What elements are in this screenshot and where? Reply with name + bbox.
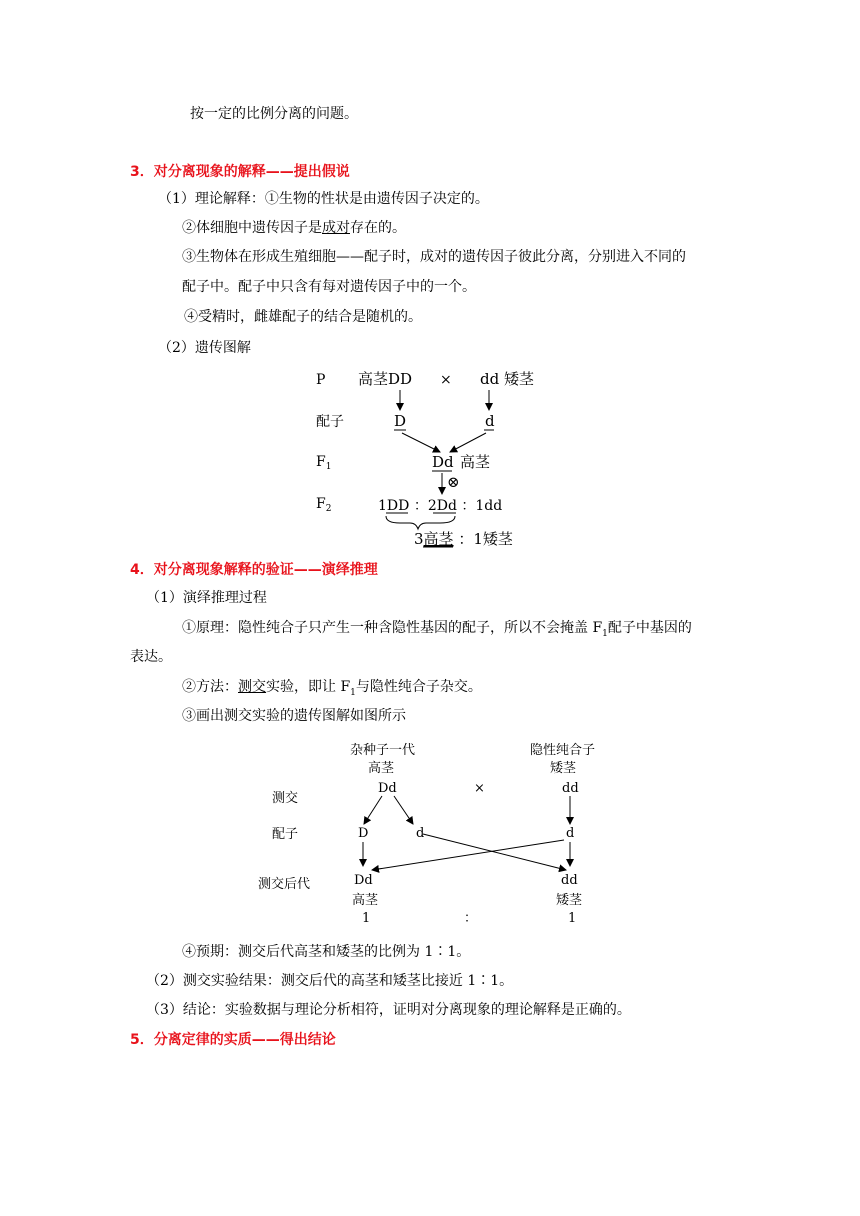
offspring2-phenotype: 矮茎 xyxy=(556,893,583,908)
row-label-gamete: 配子 xyxy=(316,414,344,430)
testcross-result: （2）测交实验结果：测交后代的高茎和矮茎比接近 1∶1。 xyxy=(146,973,514,989)
gamete-D: D xyxy=(394,412,407,430)
testcross-diagram xyxy=(250,736,630,932)
prediction-text: ④预期：测交后代高茎和矮茎的比例为 1∶1。 xyxy=(182,944,471,960)
theory-explanation-3-cont: 配子中。配子中只含有每对遗传因子中的一个。 xyxy=(182,279,476,295)
text-part: ②方法： xyxy=(182,679,238,695)
text-part: ②体细胞中遗传因子是 xyxy=(182,220,322,236)
parent1-line2: 高茎 xyxy=(368,761,395,776)
offspring1-phenotype: 高茎 xyxy=(352,893,379,908)
principle-text xyxy=(182,618,692,644)
conclusion-text: （3）结论：实验数据与理论分析相符，证明对分离现象的理论解释是正确的。 xyxy=(146,1002,631,1018)
genetic-diagram-label: （2）遗传图解 xyxy=(158,340,251,356)
section-3-heading: 3．对分离现象的解释——提出假说 xyxy=(130,164,350,180)
ratio-separator: ： xyxy=(464,911,478,926)
genetic-diagram-1 xyxy=(300,360,560,552)
row-label-offspring: 测交后代 xyxy=(258,877,311,892)
theory-explanation-3: ③生物体在形成生殖细胞——配子时，成对的遗传因子彼此分离，分别进入不同的 xyxy=(182,249,686,265)
subscript: 1 xyxy=(350,687,356,698)
underlined-term: 测交 xyxy=(238,679,266,695)
row-label-gamete: 配子 xyxy=(272,827,299,842)
selfing-symbol: ⊗ xyxy=(447,473,460,491)
offspring2-genotype: dd xyxy=(561,873,578,888)
parent2-line1: 隐性纯合子 xyxy=(530,743,596,758)
parent-dwarf: dd 矮茎 xyxy=(480,370,534,388)
underlined-term: 成对 xyxy=(322,220,350,236)
theory-explanation-4: ④受精时，雌雄配子的结合是随机的。 xyxy=(184,309,422,325)
body-text: 按一定的比例分离的问题。 xyxy=(190,106,358,122)
parent1-line1: 杂种子一代 xyxy=(350,743,416,758)
p2-genotype: dd xyxy=(562,781,579,796)
cross-symbol: × xyxy=(474,781,485,796)
p1-genotype: Dd xyxy=(378,781,397,796)
section-5-heading: 5．分离定律的实质——得出结论 xyxy=(130,1032,336,1048)
gamete-d-1: d xyxy=(416,826,425,841)
gamete-d-2: d xyxy=(566,826,575,841)
row-label-f2: $F_2$ xyxy=(316,496,332,514)
offspring1-genotype: Dd xyxy=(354,873,373,888)
parent2-line2: 矮茎 xyxy=(550,761,577,776)
offspring1-count: 1 xyxy=(362,911,371,926)
method-text xyxy=(182,677,482,703)
text-part: 配子中基因的 xyxy=(607,620,692,636)
principle-text-cont: 表达。 xyxy=(130,649,172,665)
subscript: 1 xyxy=(602,628,608,639)
gamete-d: d xyxy=(485,412,495,430)
section-4-heading: 4．对分离现象解释的验证——演绎推理 xyxy=(130,562,378,578)
parent-tall: 高茎DD xyxy=(358,370,413,388)
theory-explanation-1: （1）理论解释：①生物的性状是由遗传因子决定的。 xyxy=(158,191,489,207)
phenotype-ratio: 3高茎 ：1矮茎 xyxy=(414,530,513,548)
offspring2-count: 1 xyxy=(568,911,577,926)
cross-symbol: × xyxy=(440,372,452,388)
gamete-D: D xyxy=(358,826,369,841)
row-label-p: P xyxy=(316,372,326,388)
f1-genotype: Dd xyxy=(432,453,454,471)
deduction-process: （1）演绎推理过程 xyxy=(146,590,267,606)
text-part: 与隐性纯合子杂交。 xyxy=(355,679,482,695)
diagram-intro: ③画出测交实验的遗传图解如图所示 xyxy=(182,708,406,724)
text-part: ①原理：隐性纯合子只产生一种含隐性基因的配子，所以不会掩盖 F xyxy=(182,620,603,636)
row-label-testcross: 测交 xyxy=(272,791,299,806)
f2-ratio: 1DD ：2Dd ：1dd xyxy=(378,498,503,514)
text-part: 实验，即让 F xyxy=(266,679,351,695)
text-part: 存在的。 xyxy=(350,220,406,236)
theory-explanation-2 xyxy=(182,218,406,238)
f1-phenotype: 高茎 xyxy=(460,453,491,471)
row-label-f1: $F_1$ xyxy=(316,454,332,472)
